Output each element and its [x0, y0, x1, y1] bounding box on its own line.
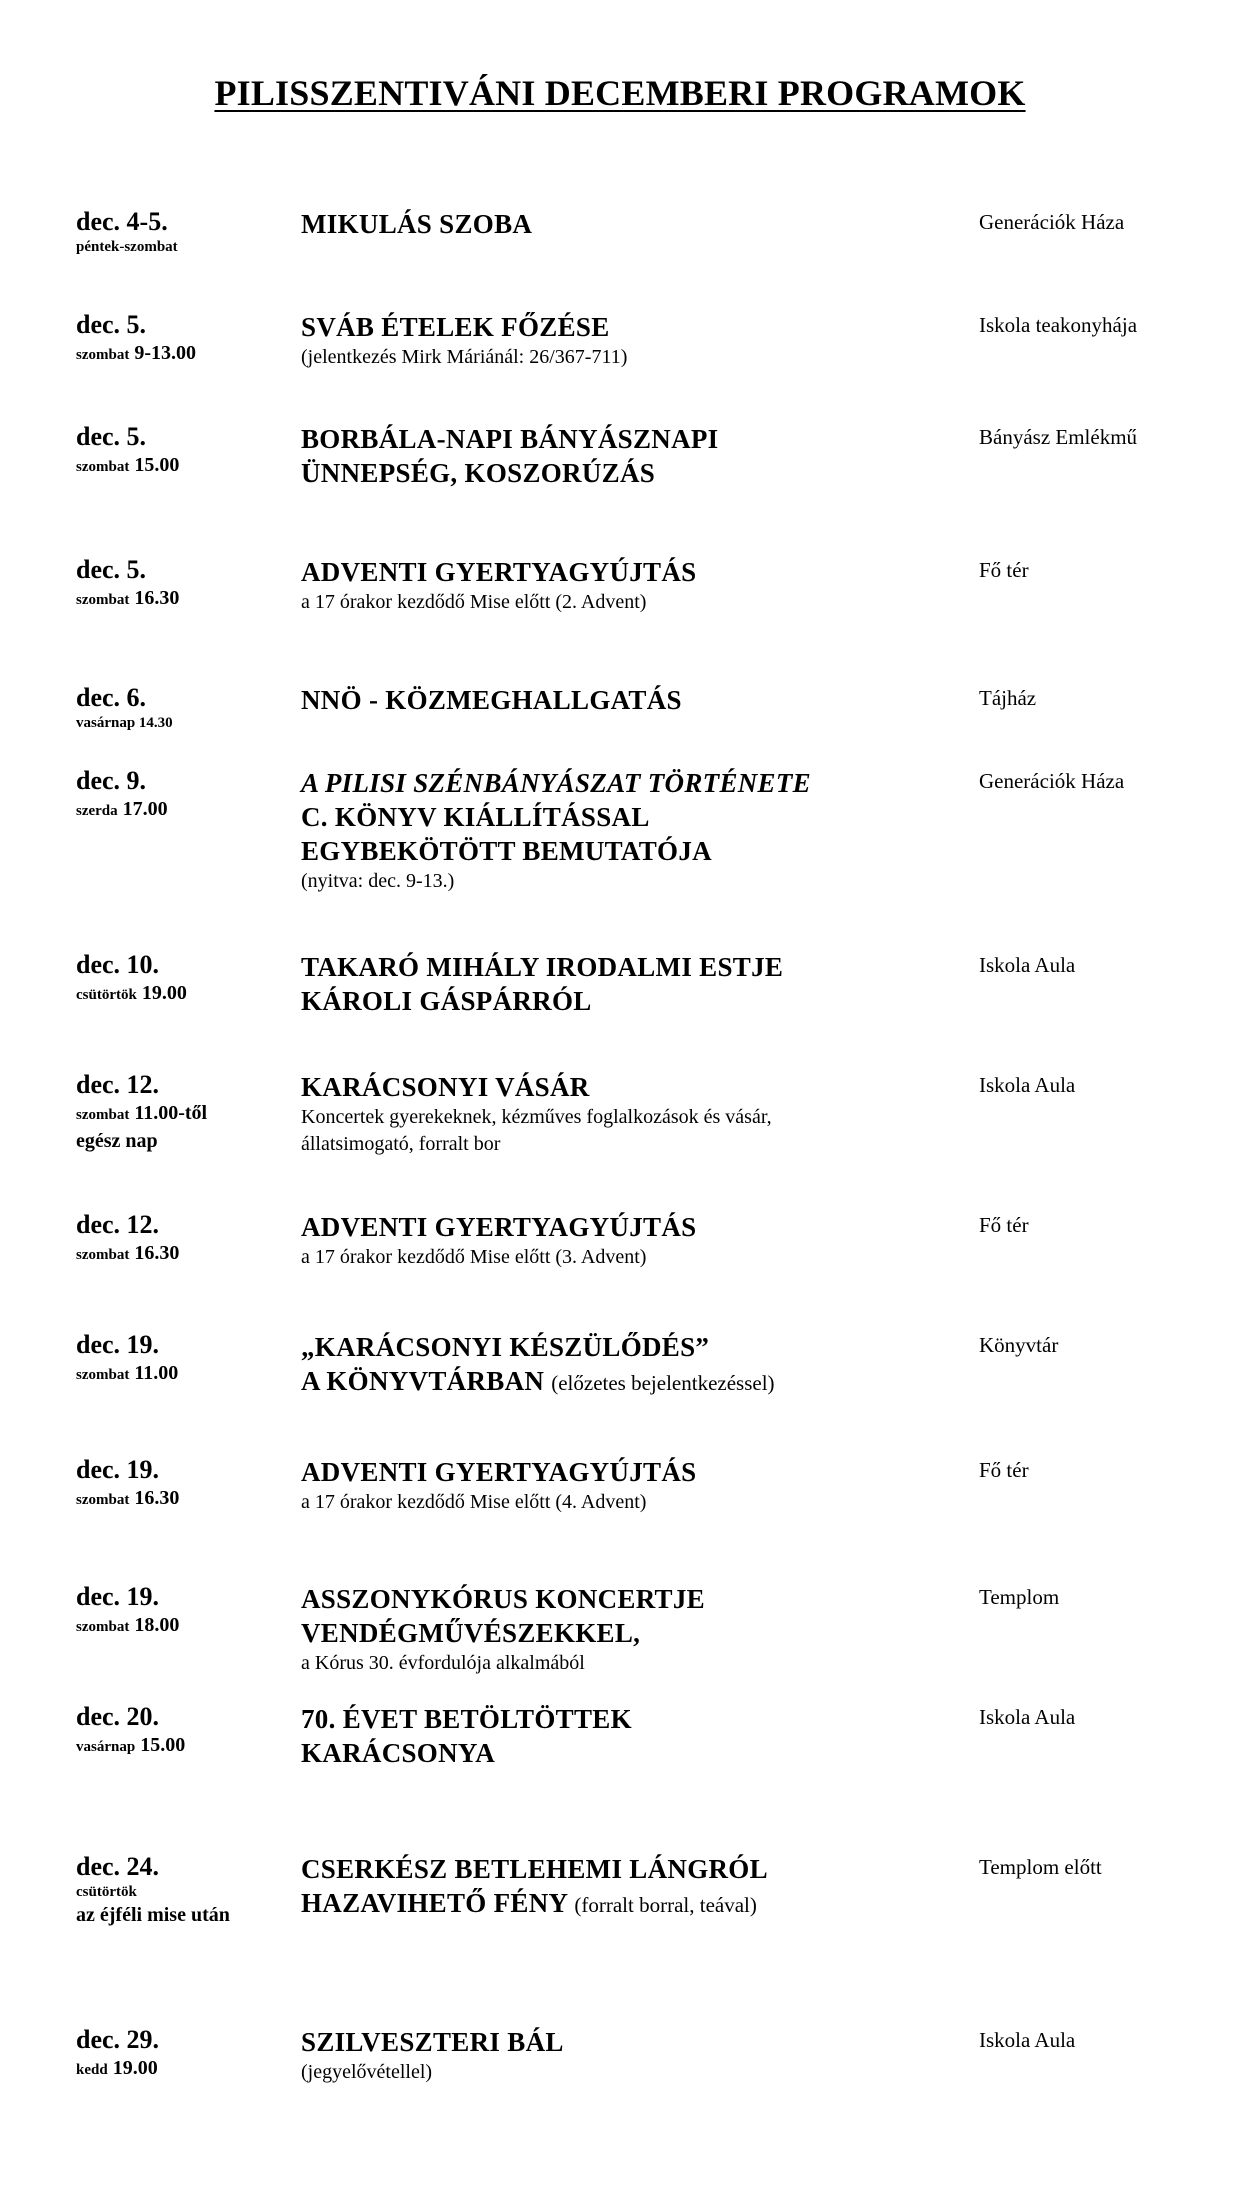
event-details: [301, 207, 961, 241]
event-date-block: [76, 1210, 296, 1268]
event-title-line: [301, 2025, 961, 2059]
event-location: Iskola teakonyhája: [979, 313, 1138, 337]
event-details: [301, 1330, 961, 1400]
event-details: [301, 1852, 961, 1922]
event-title-line: [301, 950, 961, 984]
event-weekday: kedd: [76, 2062, 108, 2078]
event-details: [301, 422, 961, 490]
event-title: KÁROLI GÁSPÁRRÓL: [301, 986, 592, 1016]
event-title-line: [301, 834, 961, 868]
event-weekday: szombat: [76, 459, 130, 475]
event-title: KARÁCSONYA: [301, 1738, 496, 1768]
event-weekday: szombat: [76, 592, 130, 608]
event-weekday: szombat: [76, 1492, 130, 1508]
event-weekday: csütörtök: [76, 987, 137, 1003]
event-title-line: [301, 555, 961, 589]
event-title: TAKARÓ MIHÁLY IRODALMI ESTJE: [301, 952, 784, 982]
event-title: VENDÉGMŰVÉSZEKKEL,: [301, 1618, 641, 1648]
event-note: a 17 órakor kezdődő Mise előtt (4. Advent): [301, 1491, 647, 1513]
event-date: dec. 5.: [76, 555, 147, 584]
event-details: [301, 683, 961, 717]
event-note: a 17 órakor kezdődő Mise előtt (3. Advent): [301, 1246, 647, 1268]
event-title: A KÖNYVTÁRBAN: [301, 1366, 545, 1396]
event-title-suffix: (forralt borral, teával): [574, 1893, 757, 1917]
event-title: ADVENTI GYERTYAGYÚJTÁS: [301, 1457, 697, 1487]
event-day-time: [76, 796, 296, 824]
event-title-line: [301, 1210, 961, 1244]
event-location: Templom előtt: [979, 1855, 1102, 1879]
event-date: dec. 6.: [76, 683, 147, 712]
event-day-time: [76, 2055, 296, 2083]
event-weekday: vasárnap: [76, 1739, 136, 1755]
event-title-line: [301, 1616, 961, 1650]
event-date-block: [76, 310, 296, 368]
event-date: dec. 10.: [76, 950, 160, 979]
event-date: dec. 4-5.: [76, 207, 168, 236]
event-date: dec. 24.: [76, 1852, 160, 1881]
event-note: a Kórus 30. évfordulója alkalmából: [301, 1652, 585, 1674]
event-title-line: [301, 1364, 961, 1400]
event-location: Tájház: [979, 686, 1037, 710]
event-details: [301, 1210, 961, 1271]
event-location: Könyvtár: [979, 1333, 1059, 1357]
event-day-time: [76, 980, 296, 1008]
event-time: 16.30: [134, 1242, 180, 1264]
event-location: Generációk Háza: [979, 210, 1125, 234]
event-note: a 17 órakor kezdődő Mise előtt (2. Advent): [301, 591, 647, 613]
event-time: 16.30: [134, 587, 180, 609]
event-day-time: [76, 1485, 296, 1513]
event-time: 11.00: [134, 1362, 179, 1384]
event-location: Templom: [979, 1585, 1060, 1609]
event-date-block: [76, 1070, 296, 1154]
event-title: HAZAVIHETŐ FÉNY: [301, 1888, 568, 1918]
event-day-time: [76, 1240, 296, 1268]
event-location: Bányász Emlékmű: [979, 425, 1138, 449]
event-date: dec. 19.: [76, 1330, 160, 1359]
event-day-time: [76, 452, 296, 480]
event-details: [301, 1582, 961, 1677]
event-details: [301, 1070, 961, 1158]
event-title-line: [301, 683, 961, 717]
event-title: „KARÁCSONYI KÉSZÜLŐDÉS”: [301, 1332, 710, 1362]
event-date-block: [76, 1582, 296, 1640]
event-title: CSERKÉSZ BETLEHEMI LÁNGRÓL: [301, 1854, 768, 1884]
event-extra: egész nap: [76, 1130, 158, 1152]
event-note: Koncertek gyerekeknek, kézműves foglalkozások és vásár,: [301, 1106, 772, 1128]
event-details: [301, 310, 961, 371]
event-time: 18.00: [134, 1614, 180, 1636]
event-location: Fő tér: [979, 558, 1029, 582]
event-day-time: [76, 585, 296, 613]
event-date: dec. 5.: [76, 422, 147, 451]
event-day-time: [76, 1612, 296, 1640]
event-date: dec. 5.: [76, 310, 147, 339]
event-date-block: [76, 2025, 296, 2083]
event-location: Fő tér: [979, 1213, 1029, 1237]
event-time: 19.00: [112, 2057, 158, 2079]
event-title-line: [301, 1886, 961, 1922]
event-title: ÜNNEPSÉG, KOSZORÚZÁS: [301, 458, 656, 488]
event-title-line: [301, 422, 961, 456]
event-title-line: [301, 1852, 961, 1886]
event-date-block: [76, 422, 296, 480]
event-details: [301, 1702, 961, 1770]
event-date: dec. 29.: [76, 2025, 160, 2054]
event-title-line: [301, 207, 961, 241]
event-time: 17.00: [122, 798, 168, 820]
event-note: (jegyelővétellel): [301, 2061, 433, 2083]
event-title-line: [301, 1702, 961, 1736]
event-note: (nyitva: dec. 9-13.): [301, 870, 455, 892]
event-title-line: [301, 800, 961, 834]
event-time: 11.00-től: [134, 1102, 208, 1124]
event-details: [301, 1455, 961, 1516]
event-title-suffix: (előzetes bejelentkezéssel): [551, 1371, 775, 1395]
event-date-block: [76, 1702, 296, 1760]
event-date-block: [76, 1852, 296, 1928]
event-title-line: [301, 766, 961, 800]
event-location: Iskola Aula: [979, 1073, 1076, 1097]
event-date: dec. 12.: [76, 1210, 160, 1239]
event-title: C. KÖNYV KIÁLLÍTÁSSAL: [301, 802, 650, 832]
event-date-block: [76, 1330, 296, 1388]
event-day-time: [76, 1100, 296, 1128]
event-title-line: [301, 456, 961, 490]
event-title-line: [301, 1455, 961, 1489]
event-weekday: szombat: [76, 1247, 130, 1263]
event-details: [301, 2025, 961, 2086]
page-title: PILISSZENTIVÁNI DECEMBERI PROGRAMOK: [214, 73, 1026, 113]
event-time: 16.30: [134, 1487, 180, 1509]
event-day-time: [76, 1732, 296, 1760]
event-title: ASSZONYKÓRUS KONCERTJE: [301, 1584, 705, 1614]
event-time: 9-13.00: [134, 342, 196, 364]
event-extra: az éjféli mise után: [76, 1904, 230, 1926]
event-title: EGYBEKÖTÖTT BEMUTATÓJA: [301, 836, 712, 866]
event-title: 70. ÉVET BETÖLTÖTTEK: [301, 1704, 632, 1734]
event-date-block: [76, 766, 296, 824]
event-day: vasárnap 14.30: [76, 715, 173, 731]
event-title: KARÁCSONYI VÁSÁR: [301, 1072, 590, 1102]
event-date: dec. 9.: [76, 766, 147, 795]
event-title-line: [301, 310, 961, 344]
event-location: Iskola Aula: [979, 1705, 1076, 1729]
event-title-line: [301, 1736, 961, 1770]
event-title: ADVENTI GYERTYAGYÚJTÁS: [301, 1212, 697, 1242]
event-location: Generációk Háza: [979, 769, 1125, 793]
event-title-line: [301, 1582, 961, 1616]
event-title-italic: A PILISI SZÉNBÁNYÁSZAT TÖRTÉNETE: [301, 768, 811, 798]
event-weekday: szombat: [76, 1619, 130, 1635]
event-weekday: szerda: [76, 803, 118, 819]
event-title: MIKULÁS SZOBA: [301, 209, 533, 239]
event-location: Iskola Aula: [979, 2028, 1076, 2052]
event-time: 19.00: [141, 982, 187, 1004]
event-weekday: szombat: [76, 1107, 130, 1123]
event-date-block: [76, 555, 296, 613]
event-title-line: [301, 1330, 961, 1364]
event-title-line: [301, 984, 961, 1018]
event-day: csütörtök: [76, 1884, 137, 1900]
event-weekday: szombat: [76, 1367, 130, 1383]
event-location: Fő tér: [979, 1458, 1029, 1482]
event-time: 15.00: [140, 1734, 186, 1756]
event-day-time: [76, 340, 296, 368]
event-date: dec. 12.: [76, 1070, 160, 1099]
event-details: [301, 950, 961, 1018]
event-date-block: [76, 1455, 296, 1513]
event-day-time: [76, 1360, 296, 1388]
event-title: SVÁB ÉTELEK FŐZÉSE: [301, 312, 610, 342]
event-date: dec. 19.: [76, 1455, 160, 1484]
event-date: dec. 19.: [76, 1582, 160, 1611]
event-title: NNÖ - KÖZMEGHALLGATÁS: [301, 685, 682, 715]
event-note: állatsimogató, forralt bor: [301, 1133, 501, 1155]
event-weekday: szombat: [76, 347, 130, 363]
event-details: [301, 766, 961, 895]
event-date-block: [76, 683, 296, 733]
event-note: (jelentkezés Mirk Máriánál: 26/367-711): [301, 346, 628, 368]
event-title: SZILVESZTERI BÁL: [301, 2027, 564, 2057]
event-title-line: [301, 1070, 961, 1104]
event-location: Iskola Aula: [979, 953, 1076, 977]
event-time: 15.00: [134, 454, 180, 476]
event-day: péntek-szombat: [76, 239, 178, 255]
event-details: [301, 555, 961, 616]
event-date-block: [76, 207, 296, 257]
event-date: dec. 20.: [76, 1702, 160, 1731]
event-title: ADVENTI GYERTYAGYÚJTÁS: [301, 557, 697, 587]
event-date-block: [76, 950, 296, 1008]
event-title: BORBÁLA-NAPI BÁNYÁSZNAPI: [301, 424, 719, 454]
